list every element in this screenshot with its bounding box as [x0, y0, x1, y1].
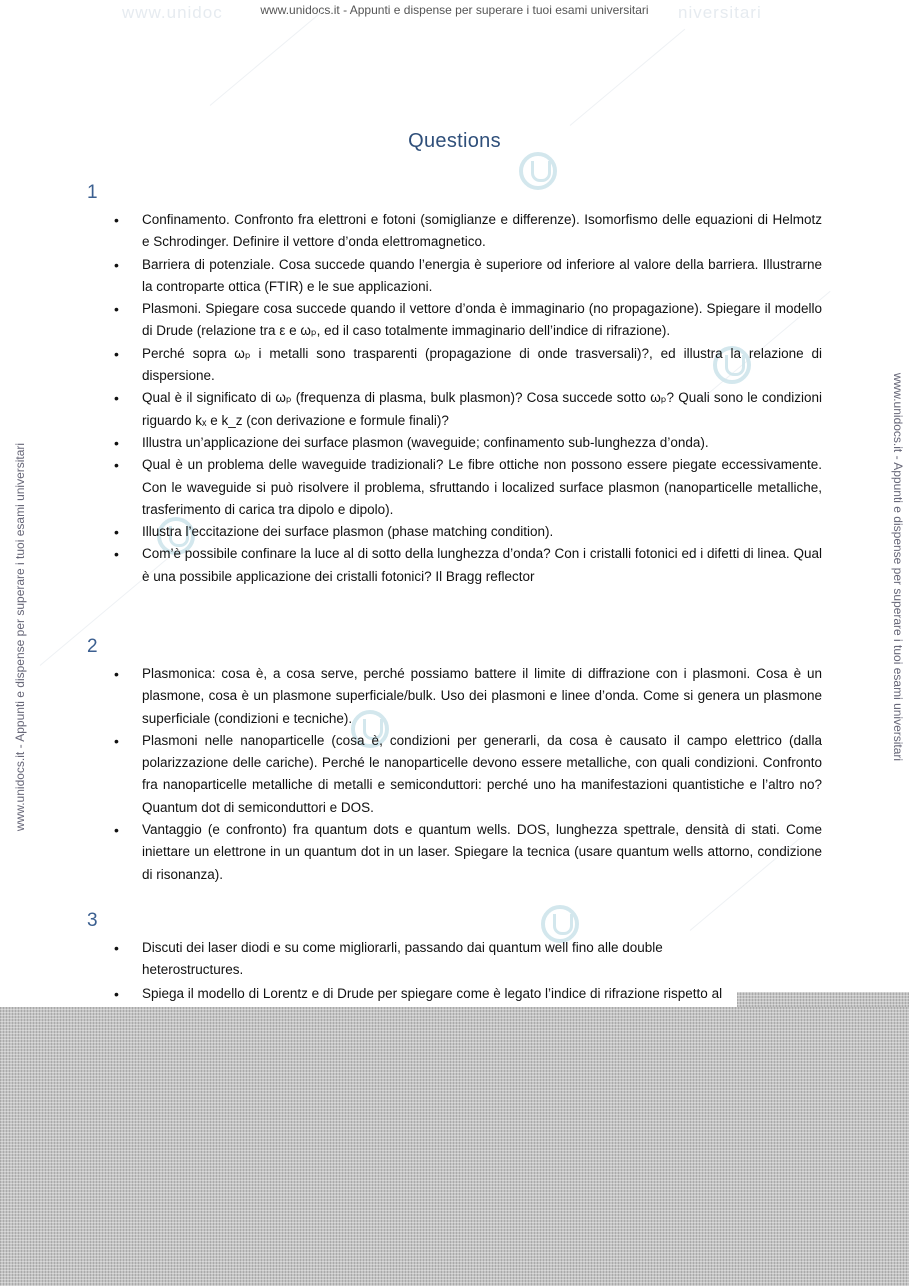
list-item: • Perché sopra ωₚ i metalli sono trasparenti (propagazione di onde trasversali)?, ed illustra la relazione di dispersione. [112, 343, 822, 388]
list-item: • Plasmoni. Spiegare cosa succede quando il vettore d’onda è immaginario (no propagazione). Spiegare il modello di Drude (relazione tra ε e ωₚ, ed il caso totalmente immaginario dell’indice di rifrazione). [112, 298, 822, 343]
unidocs-logo-icon [519, 152, 557, 190]
watermark-ghost-left: www.unidoc [122, 3, 223, 22]
watermark-line [210, 9, 326, 106]
list-item: • Confinamento. Confronto fra elettroni e fotoni (somiglianze e differenze). Isomorfismo delle equazioni di Helmotz e Schrodinger. Definire il vettore d’onda elettromagnetico. [112, 209, 822, 254]
list-item: • Barriera di potenziale. Cosa succede quando l’energia è superiore od inferiore al valore della barriera. Illustrarne la controparte ottica (FTIR) e le sue applicazioni. [112, 254, 822, 299]
question-list [112, 937, 752, 982]
list-item: • Spiega il modello di Lorentz e di Drude per spiegare come è legato l’indice di rifrazione rispetto al [112, 985, 737, 1005]
cut-off-line [112, 985, 737, 1009]
watermark-ghost-right: niversitari [678, 3, 762, 22]
watermark-top: www.unidocs.it - Appunti e dispense per superare i tuoi esami universitari [260, 3, 649, 17]
list-item: • Illustra l’eccitazione dei surface plasmon (phase matching condition). [112, 521, 822, 543]
blurred-region [0, 1007, 909, 1286]
section-number: 1 [87, 182, 98, 203]
blurred-region [737, 992, 909, 1008]
list-item: • Plasmoni nelle nanoparticelle (cosa è, condizioni per generarli, da cosa è causato il campo elettrico (dalla polarizzazione delle cariche). Perché le nanoparticelle devono essere metalliche, con quali condizioni. Confronto fra nanoparticelle metalliche di metalli e semiconduttori: perché uno ha manifestazioni quantistiche e l’altro no? Quantum dot di semiconduttori e DOS. [112, 730, 822, 819]
list-item: • Com’è possibile confinare la luce al di sotto della lunghezza d’onda? Con i cristalli fotonici ed i difetti di linea. Qual è una possibile applicazione dei cristalli fotonici? Il Bragg reflector [112, 543, 822, 588]
section-number: 3 [87, 910, 98, 931]
question-list [112, 663, 822, 886]
watermark-line [570, 29, 686, 126]
list-item: • Discuti dei laser diodi e su come migliorarli, passando dai quantum well fino alle double heterostructures. [112, 937, 752, 982]
list-item: • Qual è il significato di ωₚ (frequenza di plasma, bulk plasmon)? Cosa succede sotto ωₚ? Quali sono le condizioni riguardo kₓ e k_z (con derivazione e formule finali)? [112, 387, 822, 432]
list-item: • Qual è un problema delle waveguide tradizionali? Le fibre ottiche non possono essere piegate eccessivamente. Con le waveguide si può risolvere il problema, sfruttando i localized surface plasmon (nanoparticelle metalliche, trasferimento di carica tra dipolo e dipolo). [112, 454, 822, 521]
list-item: • Illustra un’applicazione dei surface plasmon (waveguide; confinamento sub-lunghezza d’onda). [112, 432, 822, 454]
question-list [112, 209, 822, 588]
watermark-left: www.unidocs.it - Appunti e dispense per superare i tuoi esami universitari [13, 442, 27, 832]
list-item: • Vantaggio (e confronto) fra quantum dots e quantum wells. DOS, lunghezza spettrale, densità di stati. Come iniettare un elettrone in un quantum dot in un laser. Spiegare la tecnica (usare quantum wells attorno, condizione di risonanza). [112, 819, 822, 886]
section-number: 2 [87, 636, 98, 657]
watermark-right: www.unidocs.it - Appunti e dispense per superare i tuoi esami universitari [891, 372, 905, 762]
list-item: • Plasmonica: cosa è, a cosa serve, perché possiamo battere il limite di diffrazione con i plasmoni. Cosa è un plasmone, cosa è un plasmone superficiale/bulk. Uso dei plasmoni e linee d’onda. Come si genera un plasmone superficiale (condizioni e tecniche). [112, 663, 822, 730]
question-list [112, 985, 737, 1005]
page-title: Questions [408, 130, 501, 152]
